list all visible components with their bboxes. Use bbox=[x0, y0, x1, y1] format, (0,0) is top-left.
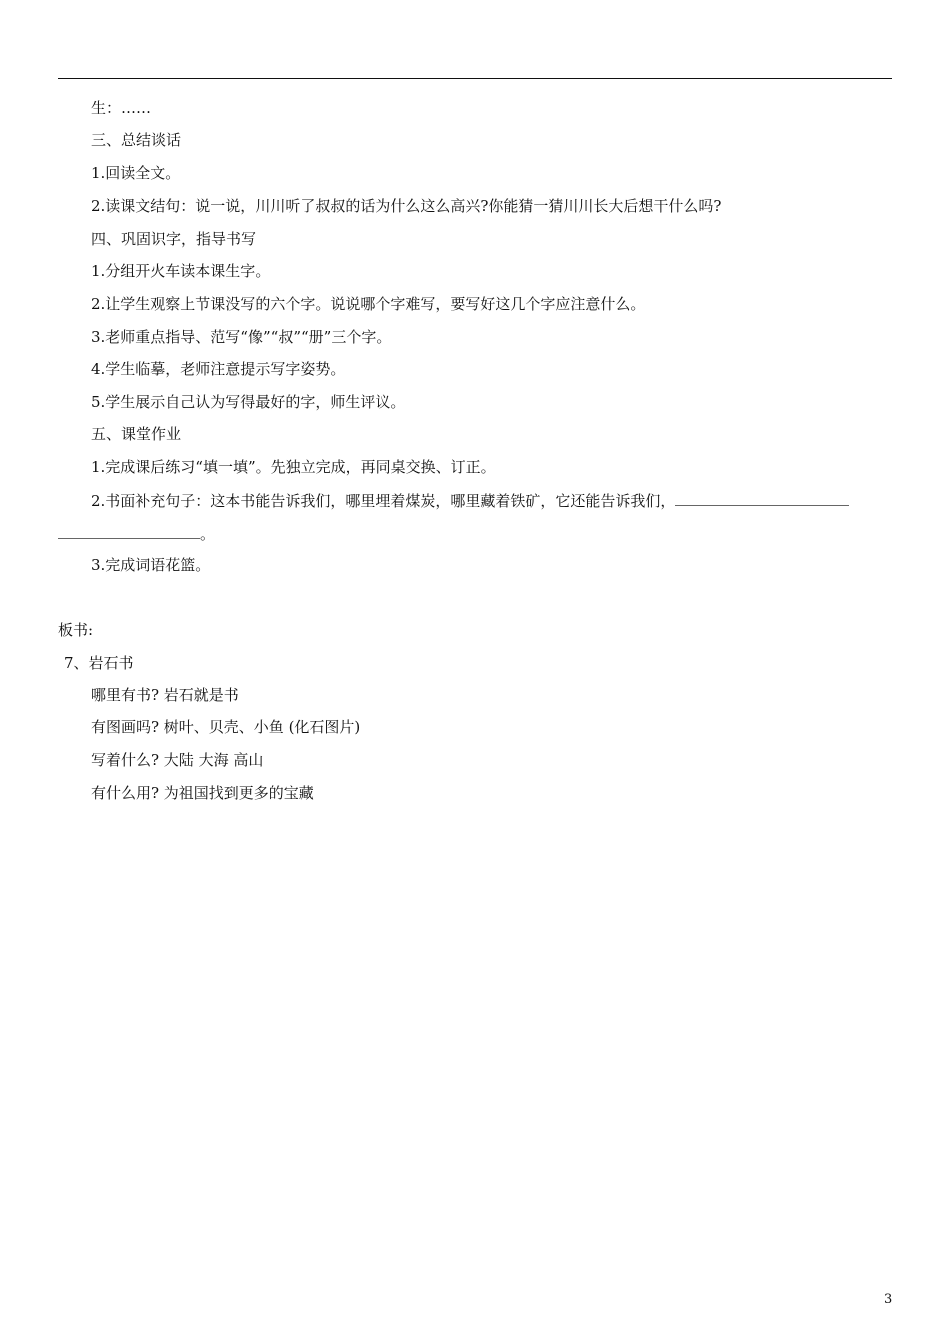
answer-blank-2[interactable] bbox=[58, 523, 200, 539]
homework-word-basket: 3.完成词语花篮。 bbox=[91, 556, 211, 574]
step-group-reading: 1.分组开火车读本课生字。 bbox=[91, 262, 271, 280]
homework-sentence-continued bbox=[58, 523, 215, 544]
step-reread: 1.回读全文。 bbox=[91, 164, 181, 182]
answer-blank-1[interactable] bbox=[675, 490, 849, 506]
step-read-ending: 2.读课文结句：说一说，川川听了叔叔的话为什么这么高兴?你能猜一猜川川长大后想干什么吗? bbox=[91, 197, 722, 215]
section-heading-summary: 三、总结谈话 bbox=[91, 131, 182, 149]
board-row-written: 写着什么? 大陆 大海 高山 bbox=[91, 751, 264, 769]
homework-fill-in: 1.完成课后练习“填一填”。先独立完成，再同桌交换、订正。 bbox=[91, 458, 496, 476]
section-heading-writing: 四、巩固识字，指导书写 bbox=[91, 230, 257, 248]
board-row-where: 哪里有书? 岩石就是书 bbox=[91, 686, 239, 704]
board-title: 7、岩石书 bbox=[64, 654, 134, 672]
board-row-pictures: 有图画吗? 树叶、贝壳、小鱼 (化石图片) bbox=[91, 718, 361, 736]
header-rule bbox=[58, 78, 892, 79]
step-show-best: 5.学生展示自己认为写得最好的字，师生评议。 bbox=[91, 393, 406, 411]
step-copy-practice: 4.学生临摹，老师注意提示写字姿势。 bbox=[91, 360, 346, 378]
page-number: 3 bbox=[884, 1292, 893, 1307]
student-reply: 生：…… bbox=[91, 99, 152, 117]
section-heading-homework: 五、课堂作业 bbox=[91, 425, 182, 443]
homework-sentence-text: 2.书面补充句子：这本书能告诉我们，哪里埋着煤炭，哪里藏着铁矿，它还能告诉我们， bbox=[91, 492, 676, 510]
board-label: 板书: bbox=[58, 621, 94, 639]
board-row-use: 有什么用? 为祖国找到更多的宝藏 bbox=[91, 784, 314, 802]
homework-complete-sentence bbox=[91, 490, 849, 511]
step-observe-characters: 2.让学生观察上节课没写的六个字。说说哪个字难写，要写好这几个字应注意什么。 bbox=[91, 295, 646, 313]
step-teacher-demo: 3.老师重点指导、范写“像”“叔”“册”三个字。 bbox=[91, 328, 392, 346]
sentence-end-mark: 。 bbox=[200, 525, 216, 543]
